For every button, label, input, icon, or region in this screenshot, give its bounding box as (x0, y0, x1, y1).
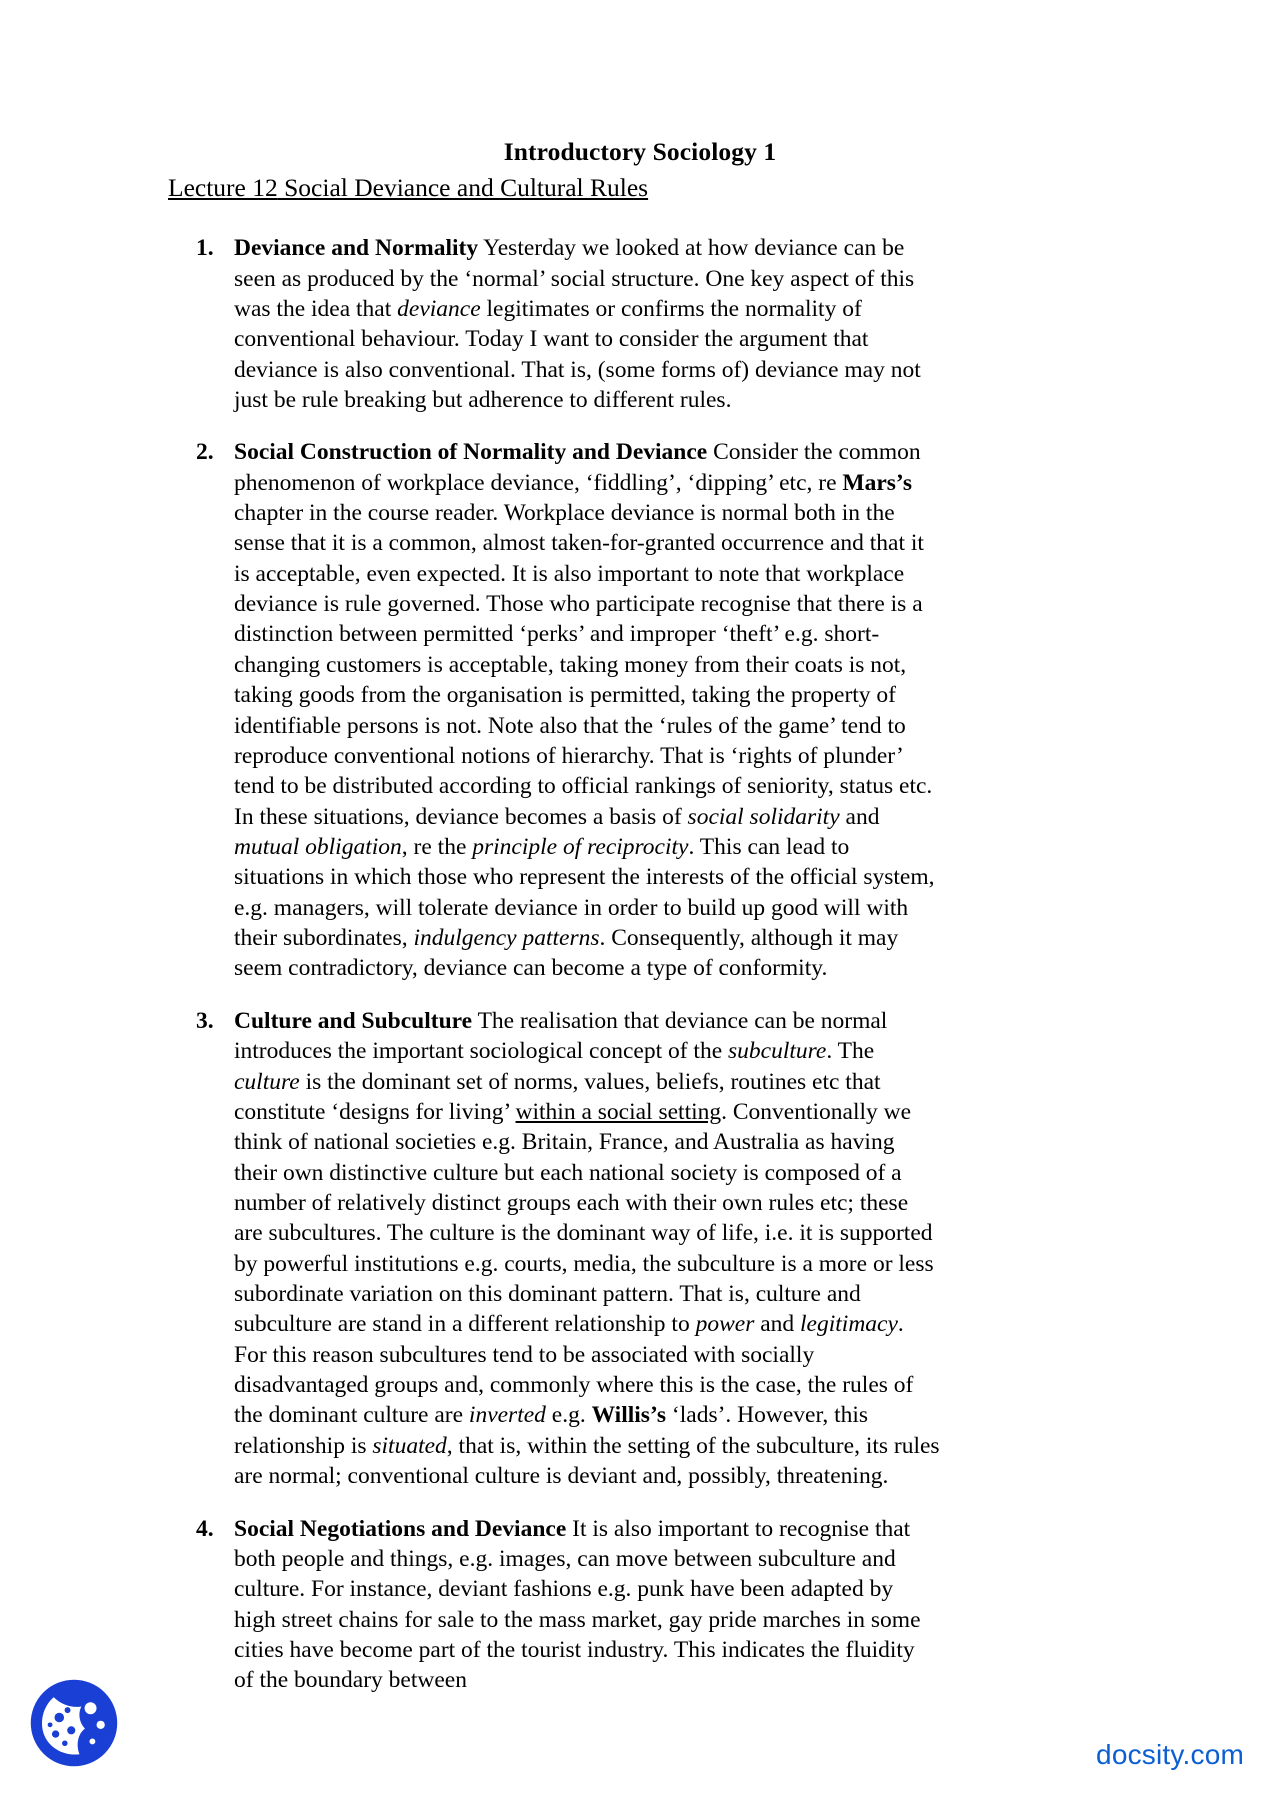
list-item-text-segment: . Conventionally we think of national societies e.g. Britain, France, and Australia as having their own distinctive culture but each national society is composed of a number of relatively distinct groups each with their own rules etc; these are subcultures. The culture is the dominant way of life, i.e. it is supported by powerful institutions e.g. courts, media, the subculture is a more or less subordinate variation on this dominant pattern. That is, culture and subculture are stand in a different relationship to (234, 1098, 934, 1338)
numbered-item-list (0, 233, 1280, 1696)
list-item-text-segment: . For this reason subcultures tend to be associated with socially disadvantaged groups and, commonly where this is the case, the rules of the dominant culture are (234, 1311, 914, 1429)
list-item-number: 4. (196, 1515, 214, 1542)
list-item (196, 233, 940, 415)
list-item-text-segment: situated (372, 1432, 447, 1459)
list-item-text-segment: It is also important to recognise that both people and things, e.g. images, can move between subculture and culture. For instance, deviant fashions e.g. punk have been adapted by high street chains for sale to the mass market, gay pride marches in some cities have become part of the tourist industry. This indicates the fluidity of the boundary between (234, 1515, 921, 1694)
lecture-label: Lecture 12 (168, 173, 278, 203)
list-item-text-segment: , that is, within the setting of the subculture, its rules are normal; conventional culture is deviant and, possibly, threatening. (234, 1432, 940, 1490)
list-item-text-segment: legitimates or confirms the normality of conventional behaviour. Today I want to consider the argument that deviance is also conventional. That is, (some forms of) deviance may not just be rule breaking but adherence to different rules. (234, 295, 921, 413)
page-title: Introductory Sociology 1 (503, 137, 777, 166)
list-item-heading: Deviance and Normality (234, 235, 479, 262)
list-item-text-segment: The realisation that deviance can be normal introduces the important sociological concept of the (234, 1007, 888, 1065)
page-subtitle (0, 167, 1280, 203)
list-item-number: 3. (196, 1007, 214, 1034)
docsity-url-text[interactable]: docsity.com (1096, 1739, 1244, 1770)
list-item-text-segment: mutual obligation (234, 833, 402, 860)
list-item-text-segment: Willis’s (591, 1402, 667, 1429)
list-item-heading: Social Construction of Normality and Deviance (234, 439, 708, 466)
list-item-text-segment: legitimacy (800, 1311, 898, 1338)
list-item-text-segment: . Consequently, although it may seem contradictory, deviance can become a type of conformity. (234, 925, 899, 982)
list-item-text-segment: indulgency patterns (413, 925, 600, 952)
list-item-text-segment: ‘lads’. However, this relationship is (234, 1402, 869, 1459)
list-item-text-segment: chapter in the course reader. Workplace deviance is normal both in the sense that it is a common, almost taken-for-granted occurrence and that it is acceptable, even expected. It is also important to note that workplace deviance is rule governed. Those who participate recognise that there is a distinction between permitted ‘perks’ and improper ‘theft’ e.g. short-changing customers is acceptable, taking money from their coats is not, taking goods from the organisation is permitted, taking the property of identifiable persons is not. Note also that the ‘rules of the game’ tend to reproduce conventional notions of hierarchy. That is ‘rights of plunder’ tend to be distributed according to official rankings of seniority, status etc. In these situations, deviance becomes a basis of (234, 500, 933, 830)
list-item-text-segment: Consider the common phenomenon of workplace deviance, ‘fiddling’, ‘dipping’ etc, re (234, 439, 921, 496)
list-item (196, 1514, 940, 1696)
list-item-text-segment: deviance (397, 295, 481, 322)
list-item-number: 2. (196, 439, 214, 466)
list-item-text-segment: subculture (728, 1038, 827, 1065)
list-item-text-segment: and (754, 1311, 801, 1338)
list-item-text-segment: principle of reciprocity (472, 833, 689, 860)
list-item-text-segment: Mars’s (842, 469, 912, 496)
list-item-text-segment: inverted (468, 1402, 546, 1429)
list-item (196, 1006, 940, 1492)
list-item-text-segment: within a social setting (515, 1098, 722, 1125)
list-item-text-segment: power (695, 1311, 755, 1338)
list-item-number: 1. (196, 235, 214, 262)
list-item-text-segment: , re the (401, 833, 473, 860)
list-item-text-segment: . The (826, 1038, 875, 1065)
list-item-heading: Culture and Subculture (234, 1007, 473, 1034)
list-item-text-segment: social solidarity (687, 803, 840, 830)
list-item-text-segment: culture (234, 1068, 300, 1095)
list-item-text-segment: and (839, 803, 880, 830)
list-item-text-segment: Yesterday we looked at how deviance can be seen as produced by the ‘normal’ social structure. One key aspect of this was the idea that (234, 235, 915, 322)
list-item-text-segment: . This can lead to situations in which those who represent the interests of the official system, e.g. managers, will tolerate deviance in order to build up good will with their subordinates, (234, 833, 935, 952)
list-item-text-segment: e.g. (545, 1402, 592, 1429)
lecture-topic: Social Deviance and Cultural Rules (277, 173, 649, 203)
list-item-heading: Social Negotiations and Deviance (234, 1515, 567, 1542)
docsity-cookie-logo-icon (28, 1677, 120, 1769)
list-item (196, 437, 940, 983)
list-item-text-segment: is the dominant set of norms, values, beliefs, routines etc that constitute ‘designs for living’ (234, 1068, 881, 1125)
